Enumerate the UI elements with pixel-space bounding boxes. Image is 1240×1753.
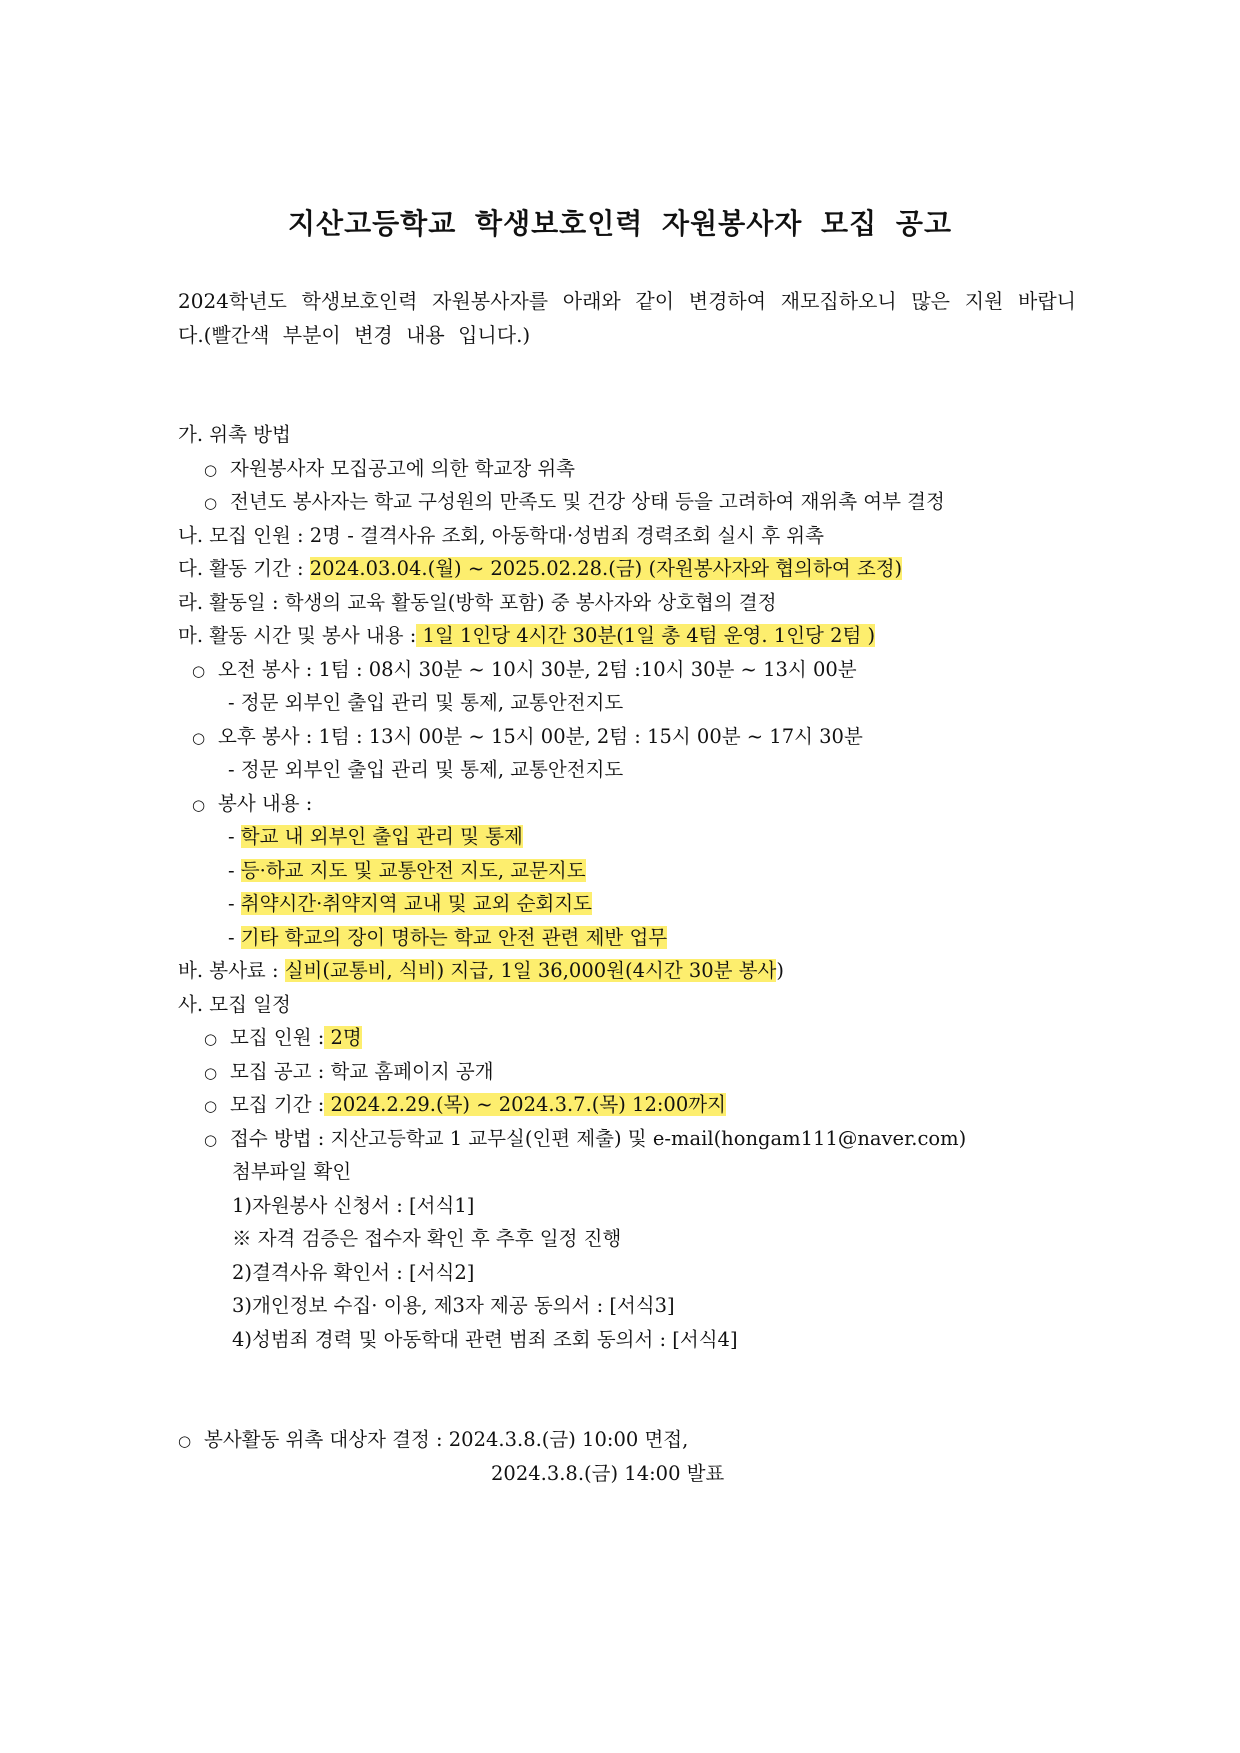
section-ma-content-label: ○ 봉사 내용 :	[178, 787, 1078, 821]
form-item: 2)결격사유 확인서 : [서식2]	[232, 1260, 475, 1284]
highlighted-change: 학교 내 외부인 출입 관리 및 통제	[240, 825, 523, 848]
circle-bullet-icon: ○	[178, 1432, 192, 1450]
section-na: 나. 모집 인원 : 2명 - 결격사유 조회, 아동학대·성범죄 경력조회 실시 후 위촉	[178, 523, 824, 547]
section-ma-morning-detail: - 정문 외부인 출입 관리 및 통제, 교통안전지도	[228, 691, 624, 714]
highlighted-change: 2024.03.04.(월) ~ 2025.02.28.(금) (자원봉사자와 협의하여 조정)	[309, 557, 903, 580]
highlighted-change: 취약시간·취약지역 교내 및 교외 순회지도	[240, 892, 593, 915]
section-ra: 라. 활동일 : 학생의 교육 활동일(방학 포함) 중 봉사자와 상호협의 결정	[178, 590, 777, 614]
section-ma-afternoon: ○ 오후 봉사 : 1텀 : 13시 00분 ~ 15시 00분, 2텀 : 15시 00분 ~ 17시 30분	[178, 720, 1078, 754]
attachment-note: 첨부파일 확인	[232, 1160, 352, 1183]
document-title: 지산고등학교 학생보호인력 자원봉사자 모집 공고	[287, 207, 952, 240]
highlighted-change: 기타 학교의 장이 명하는 학교 안전 관련 제반 업무	[240, 925, 668, 949]
section-ma-morning: ○ 오전 봉사 : 1텀 : 08시 30분 ~ 10시 30분, 2텀 :10시 30분 ~ 13시 00분	[178, 653, 1078, 687]
section-sa-count: ○ 모집 인원 : 2명	[178, 1021, 1078, 1055]
content-item: - 기타 학교의 장이 명하는 학교 안전 관련 제반 업무	[228, 925, 668, 949]
spacer	[178, 1356, 1078, 1423]
content-item: - 취약시간·취약지역 교내 및 교외 순회지도	[228, 892, 593, 915]
section-ga-heading: 가. 위촉 방법	[178, 423, 291, 446]
highlighted-change: 1일 1인당 4시간 30분(1일 총 4텀 운영. 1인당 2텀 )	[416, 624, 876, 647]
circle-bullet-icon: ○	[204, 460, 218, 479]
verification-note: ※ 자격 검증은 접수자 확인 후 추후 일정 진행	[232, 1227, 622, 1250]
circle-bullet-icon: ○	[192, 795, 206, 814]
section-ma: 마. 활동 시간 및 봉사 내용 : 1일 1인당 4시간 30분(1일 총 4텀 운영. 1인당 2텀 )	[178, 624, 876, 647]
final-announcement: 2024.3.8.(금) 14:00 발표	[491, 1461, 725, 1485]
highlighted-change: 2명	[324, 1026, 362, 1049]
highlighted-change: 실비(교통비, 식비) 지급, 1일 36,000원(4시간 30분 봉사	[284, 959, 777, 982]
section-da: 다. 활동 기간 : 2024.03.04.(월) ~ 2025.02.28.(금) (자원봉사자와 협의하여 조정)	[178, 557, 903, 580]
final-decision: ○ 봉사활동 위촉 대상자 결정 : 2024.3.8.(금) 10:00 면접,	[178, 1423, 1078, 1457]
intro-paragraph: 2024학년도 학생보호인력 자원봉사자를 아래와 같이 변경하여 재모집하오니 많은 지원 바랍니다.(빨간색 부분이 변경 내용 입니다.)	[178, 289, 1076, 347]
section-sa-period: ○ 모집 기간 : 2024.2.29.(목) ~ 2024.3.7.(목) 12:00까지	[178, 1088, 1078, 1122]
circle-bullet-icon: ○	[204, 1130, 218, 1149]
section-sa-apply: ○ 접수 방법 : 지산고등학교 1 교무실(인편 제출) 및 e-mail(hongam111@naver.com)	[178, 1122, 1078, 1156]
section-ma-afternoon-detail: - 정문 외부인 출입 관리 및 통제, 교통안전지도	[228, 758, 624, 781]
circle-bullet-icon: ○	[204, 494, 218, 512]
circle-bullet-icon: ○	[204, 1097, 218, 1115]
highlighted-change: 2024.2.29.(목) ~ 2024.3.7.(목) 12:00까지	[324, 1093, 726, 1116]
section-sa-heading: 사. 모집 일정	[178, 992, 291, 1016]
section-ga-item: ○ 자원봉사자 모집공고에 의한 학교장 위촉	[178, 452, 1078, 486]
form-item: 1)자원봉사 신청서 : [서식1]	[232, 1193, 475, 1217]
circle-bullet-icon: ○	[192, 661, 206, 680]
content-item: - 학교 내 외부인 출입 관리 및 통제	[228, 825, 523, 848]
circle-bullet-icon: ○	[192, 728, 206, 747]
highlighted-change: 등·하교 지도 및 교통안전 지도, 교문지도	[240, 858, 586, 882]
circle-bullet-icon: ○	[204, 1030, 218, 1048]
section-ga-item: ○ 전년도 봉사자는 학교 구성원의 만족도 및 건강 상태 등을 고려하여 재위촉 여부 결정	[178, 485, 1078, 519]
document-body	[178, 418, 1078, 1490]
form-item: 3)개인정보 수집· 이용, 제3자 제공 동의서 : [서식3]	[232, 1294, 675, 1317]
circle-bullet-icon: ○	[204, 1063, 218, 1082]
form-item: 4)성범죄 경력 및 아동학대 관련 범죄 조회 동의서 : [서식4]	[232, 1327, 738, 1351]
content-item: - 등·하교 지도 및 교통안전 지도, 교문지도	[228, 858, 586, 882]
section-ba: 바. 봉사료 : 실비(교통비, 식비) 지급, 1일 36,000원(4시간 30분 봉사)	[178, 959, 784, 982]
section-sa-notice: ○ 모집 공고 : 학교 홈페이지 공개	[178, 1055, 1078, 1089]
